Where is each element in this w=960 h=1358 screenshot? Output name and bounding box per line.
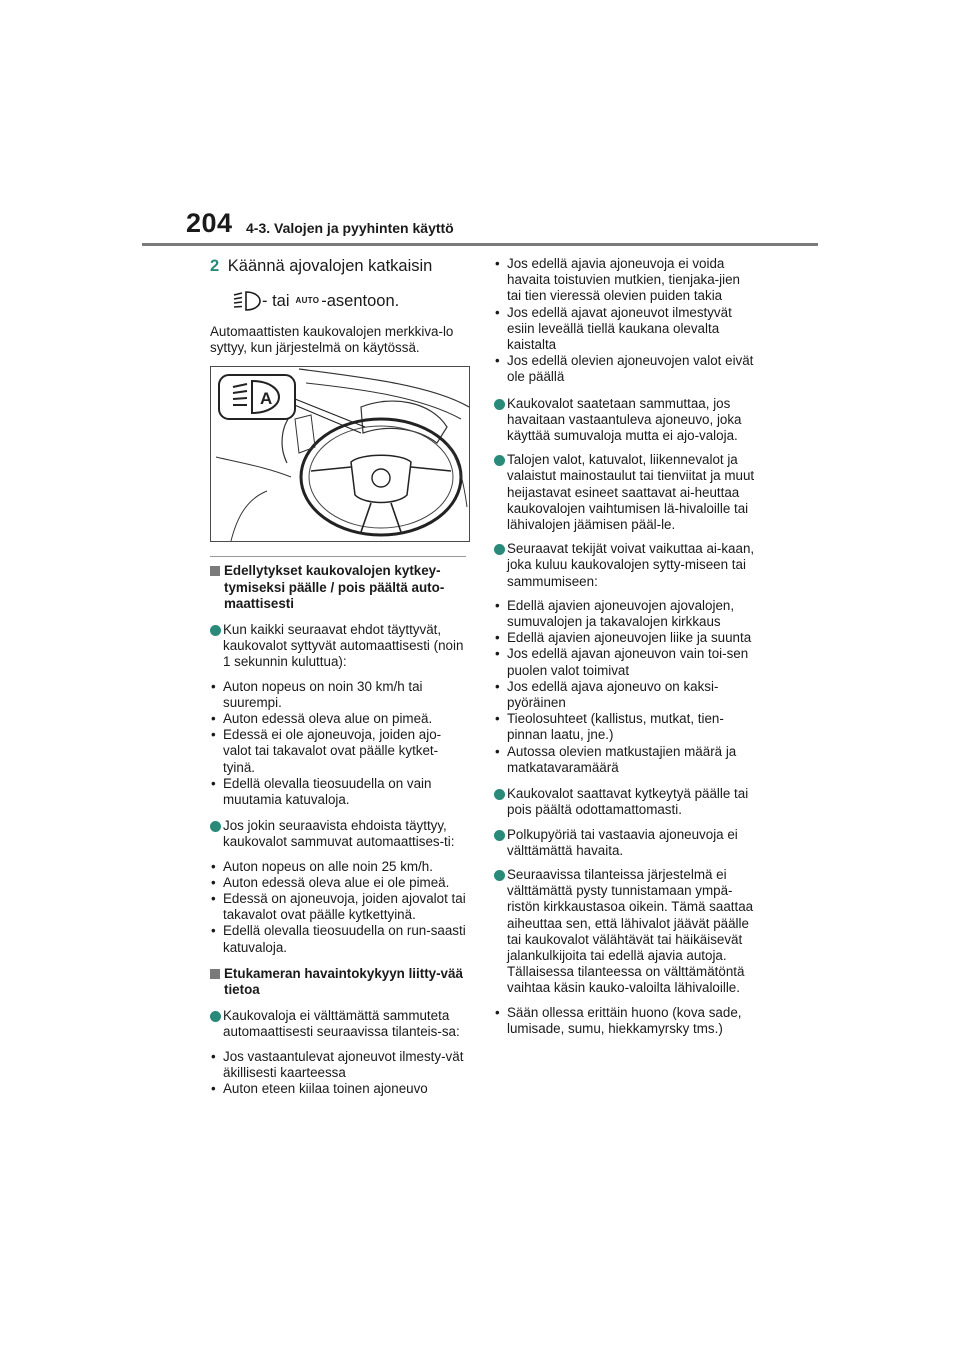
heading-camera-text: Etukameran havaintokykyyn liitty-vää tietoa (224, 965, 463, 998)
bullet-text: Talojen valot, katuvalot, liikennevalot ja valaistut mainostaulut tai tienviitat ja muut heijastavat esineet saattavat ai-heuttaa kaukovalojen vaihtumisen lä-hivaloille tai lähivalojen jäämisen pääl-le. (507, 452, 755, 533)
list-item: • Sään ollessa erittäin huono (kova sade, lumisade, sumu, hiekkamyrsky tms.) (494, 1005, 756, 1037)
left-column (210, 256, 466, 1107)
list-item: • Jos edellä ajavat ajoneuvot ilmestyvät esiin leveällä tiellä kaukana olevalta kaistalta (494, 305, 756, 354)
sub-list (494, 598, 756, 776)
page-number: 204 (186, 208, 233, 238)
auto-high-beam-icon (232, 290, 262, 312)
header-rule (142, 243, 818, 246)
circle-bullet-icon (494, 870, 505, 881)
section-divider (210, 556, 466, 557)
list-item: • Auton edessä oleva alue ei ole pimeä. (210, 875, 466, 891)
heading-conditions (210, 563, 466, 612)
circle-bullet-icon (210, 821, 221, 832)
heading-conditions-text: Edellytykset kaukovalojen kytkey-tymiseksi päälle / pois päältä auto-maattisesti (224, 563, 445, 611)
bullet-item (210, 622, 466, 671)
bullet-item (494, 786, 756, 818)
bullet-text: Jos jokin seuraavista ehdoista täyttyy, kaukovalot sammuvat automaattises-ti: (223, 818, 455, 850)
intro-text: Automaattisten kaukovalojen merkkiva-lo syttyy, kun järjestelmä on käytössä. (210, 324, 454, 356)
high-beam-indicator-icon: A (260, 389, 273, 409)
section-title: 4-3. Valojen ja pyyhinten käyttö (246, 220, 454, 236)
circle-bullet-icon (494, 789, 505, 800)
sub-list (210, 679, 466, 809)
list-item: • Edellä olevalla tieosuudella on vain muutamia katuvaloja. (210, 776, 466, 808)
sub-list (210, 859, 466, 956)
list-item: • Edellä olevalla tieosuudella on run-saasti katuvaloja. (210, 923, 466, 955)
bullet-text: Kaukovaloja ei välttämättä sammuteta automaattisesti seuraavissa tilanteis-sa: (223, 1008, 460, 1040)
bullet-text: Seuraavissa tilanteissa järjestelmä ei välttämättä pysty tunnistamaan ympä-ristön kirkkaustasoa oikein. Tämä saattaa aiheuttaa sen, että lähivalot jäävät päälle tai kaukovalot välähtävät tai häikäisevät jalankulkijoita tai edellä ajavia autoja. Tällaisessa tilanteessa on välttämätöntä vaihtaa käsin kauko-valoilta lähivaloille. (507, 866, 754, 996)
list-item: • Edellä ajavien ajoneuvojen liike ja suunta (494, 630, 756, 646)
list-item: • Jos edellä ajava ajoneuvo on kaksi-pyöräinen (494, 679, 756, 711)
circle-bullet-icon (210, 625, 221, 636)
step-2 (210, 256, 466, 276)
auto-position-icon: AUTO (295, 296, 320, 305)
bullet-item (494, 827, 756, 859)
bullet-item (210, 1008, 466, 1040)
step-position-post: -asentoon. (321, 292, 400, 310)
list-item: • Jos vastaantulevat ajoneuvot ilmesty-vät äkillisesti kaarteessa (210, 1049, 466, 1081)
list-item: • Jos edellä ajavan ajoneuvon vain toi-sen puolen valot toimivat (494, 646, 756, 678)
step-text: Käännä ajovalojen katkaisin (227, 257, 433, 275)
list-item: • Edessä on ajoneuvoja, joiden ajovalot tai takavalot ovat päälle kytkettyinä. (210, 891, 466, 923)
list-item: • Auton nopeus on noin 30 km/h tai suurempi. (210, 679, 466, 711)
list-item: • Auton eteen kiilaa toinen ajoneuvo (210, 1081, 466, 1097)
right-column (494, 256, 756, 1047)
list-item: • Tieolosuhteet (kallistus, mutkat, tien-pinnan laatu, jne.) (494, 711, 756, 743)
bullet-item (210, 818, 466, 850)
circle-bullet-icon (494, 544, 505, 555)
circle-bullet-icon (494, 455, 505, 466)
circle-bullet-icon (494, 830, 505, 841)
list-item: • Autossa olevien matkustajien määrä ja matkatavaramäärä (494, 744, 756, 776)
square-bullet-icon (210, 969, 220, 979)
list-item: • Jos edellä olevien ajoneuvojen valot eivät ole päällä (494, 353, 756, 385)
square-bullet-icon (210, 566, 220, 576)
bullet-text: Kun kaikki seuraavat ehdot täyttyvät, kaukovalot syttyvät automaattisesti (noin 1 sekunnin kuluttua): (223, 622, 464, 670)
circle-bullet-icon (210, 1011, 221, 1022)
list-item: • Edessä ei ole ajoneuvoja, joiden ajo-valot tai takavalot ovat päälle kytket-tyinä. (210, 727, 466, 776)
bullet-text: Kaukovalot saatetaan sammuttaa, jos havaitaan vastaantuleva ajoneuvo, joka käyttää sumuvaloja mutta ei ajo-valoja. (507, 395, 742, 444)
step-position-pre: - tai (262, 292, 290, 310)
circle-bullet-icon (494, 399, 505, 410)
bullet-item (494, 452, 756, 533)
list-item: • Jos edellä ajavia ajoneuvoja ei voida havaita toistuvien mutkien, tienjaka-jien tai tien vieressä olevien puiden takia (494, 256, 756, 305)
bullet-item (494, 541, 756, 590)
sub-list (494, 256, 756, 386)
heading-camera (210, 966, 466, 998)
list-item: • Auton nopeus on alle noin 25 km/h. (210, 859, 466, 875)
bullet-item (494, 867, 756, 997)
steering-wheel-drawing (211, 367, 469, 541)
dashboard-illustration (210, 366, 470, 542)
step-position-line (232, 290, 466, 312)
step-number: 2 (210, 257, 220, 275)
sub-list (210, 1049, 466, 1098)
bullet-text: Seuraavat tekijät voivat vaikuttaa ai-kaan, joka kuluu kaukovalojen sytty-miseen tai sammumiseen: (507, 541, 755, 589)
list-item: • Auton edessä oleva alue on pimeä. (210, 711, 466, 727)
bullet-text: Polkupyöriä tai vastaavia ajoneuvoja ei välttämättä havaita. (507, 826, 738, 858)
bullet-text: Kaukovalot saattavat kytkeytyä päälle tai pois päältä odottamattomasti. (507, 786, 749, 818)
sub-list (494, 1005, 756, 1037)
bullet-item (494, 396, 756, 445)
list-item: • Edellä ajavien ajoneuvojen ajovalojen, sumuvalojen ja takavalojen kirkkaus (494, 598, 756, 630)
